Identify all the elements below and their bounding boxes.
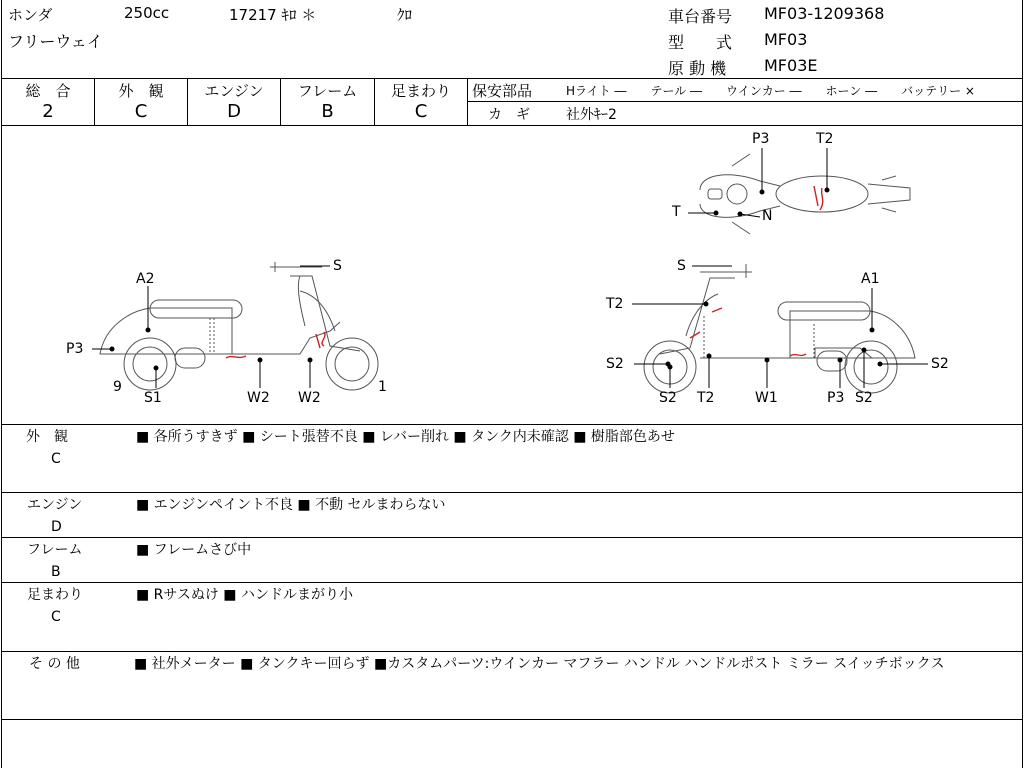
type-value: MF03 (764, 30, 808, 49)
label-top-n: N (762, 208, 773, 224)
remark-grade: B (51, 564, 61, 580)
label-right-s2: S2 (855, 390, 873, 406)
safety-parts-label: 保安部品 (472, 82, 533, 100)
grade-col-divider (467, 78, 468, 126)
label-left-w2: W2 (247, 390, 270, 406)
label-right-w1: W1 (755, 390, 778, 406)
label-right-s2: S2 (659, 390, 677, 406)
remark-category: フレーム (27, 542, 83, 558)
safety-row-divider (467, 101, 1023, 102)
label-top-t: T (672, 204, 681, 220)
label-left-1: 1 (378, 379, 387, 395)
remarks-divider (1, 537, 1023, 538)
label-right-a1: A1 (861, 271, 880, 287)
grade-table-top-border (1, 78, 1023, 79)
label-top-p3: P3 (752, 131, 770, 147)
grade-label-suspension: 足まわり (390, 82, 451, 100)
grade-value-overall: 2 (42, 101, 54, 122)
frame-no-label: 車台番号 (668, 7, 733, 26)
remark-category: 外 観 (26, 429, 68, 445)
remark-grade: C (51, 451, 61, 467)
engine-label: 原 動 機 (668, 59, 727, 78)
remark-grade: D (51, 519, 62, 535)
remark-category: そ の 他 (29, 656, 80, 672)
label-left-w2: W2 (298, 390, 321, 406)
grade-label-engine: エンジン (204, 82, 264, 100)
grade-value-engine: D (227, 101, 241, 122)
maker: ホンダ (8, 6, 53, 24)
safety-parts-items: Hライト ― テール ― ウインカー ― ホーン ― バッテリー × (566, 84, 975, 98)
label-left-9: 9 (113, 379, 122, 395)
remarks-divider (1, 582, 1023, 583)
key-label: カ ギ (488, 107, 530, 123)
label-right-t2: T2 (697, 390, 715, 406)
label-top-t2: T2 (816, 131, 834, 147)
scooter-top-view (700, 154, 910, 234)
remark-grade: C (51, 609, 61, 625)
grade-value-suspension: C (414, 101, 428, 122)
label-right-s2: S2 (931, 356, 949, 372)
grade-value-exterior: C (134, 101, 148, 122)
displacement: 250cc (124, 4, 170, 22)
grade-label-frame: フレーム (297, 82, 358, 100)
body-color: ｸﾛ (397, 6, 413, 24)
label-left-p3: P3 (66, 341, 84, 357)
remark-text: ■ フレームさび中 (136, 542, 252, 558)
remarks-divider (1, 492, 1023, 493)
key-value: 社外ｷｰ2 (566, 107, 617, 123)
remark-text: ■ Rサスぬけ ■ ハンドルまがり小 (136, 587, 353, 603)
grade-label-exterior: 外 観 (118, 82, 164, 100)
diagram-bottom-border (1, 424, 1023, 425)
model-name: フリーウェイ (8, 32, 103, 51)
remark-category: 足まわり (27, 587, 83, 603)
remark-category: エンジン (27, 497, 83, 513)
remark-text: ■ エンジンペイント不良 ■ 不動 セルまわらない (136, 497, 446, 513)
label-left-a2: A2 (136, 271, 155, 287)
remark-text: ■ 各所うすきず ■ シート張替不良 ■ レバー削れ ■ タンク内未確認 ■ 樹脂部色あせ (136, 429, 675, 445)
mileage: 17217 ｷﾛ ＊ (229, 6, 317, 24)
engine-value: MF03E (764, 56, 818, 75)
label-left-s: S (333, 258, 342, 274)
grade-value-frame: B (321, 101, 334, 122)
label-right-s2: S2 (606, 356, 624, 372)
frame-no: MF03-1209368 (764, 4, 885, 23)
remarks-bottom-border (1, 719, 1023, 720)
remark-text: ■ 社外メーター ■ タンクキー回らず ■カスタムパーツ:ウインカー マフラー ハンドル ハンドルポスト ミラー スイッチボックス (134, 656, 945, 672)
label-right-s: S (677, 258, 686, 274)
type-label: 型 式 (668, 33, 733, 52)
label-right-p3: P3 (827, 390, 845, 406)
label-left-s1: S1 (144, 390, 162, 406)
grade-label-overall: 総 合 (25, 82, 71, 100)
label-right-t2: T2 (606, 296, 624, 312)
remarks-divider (1, 651, 1023, 652)
